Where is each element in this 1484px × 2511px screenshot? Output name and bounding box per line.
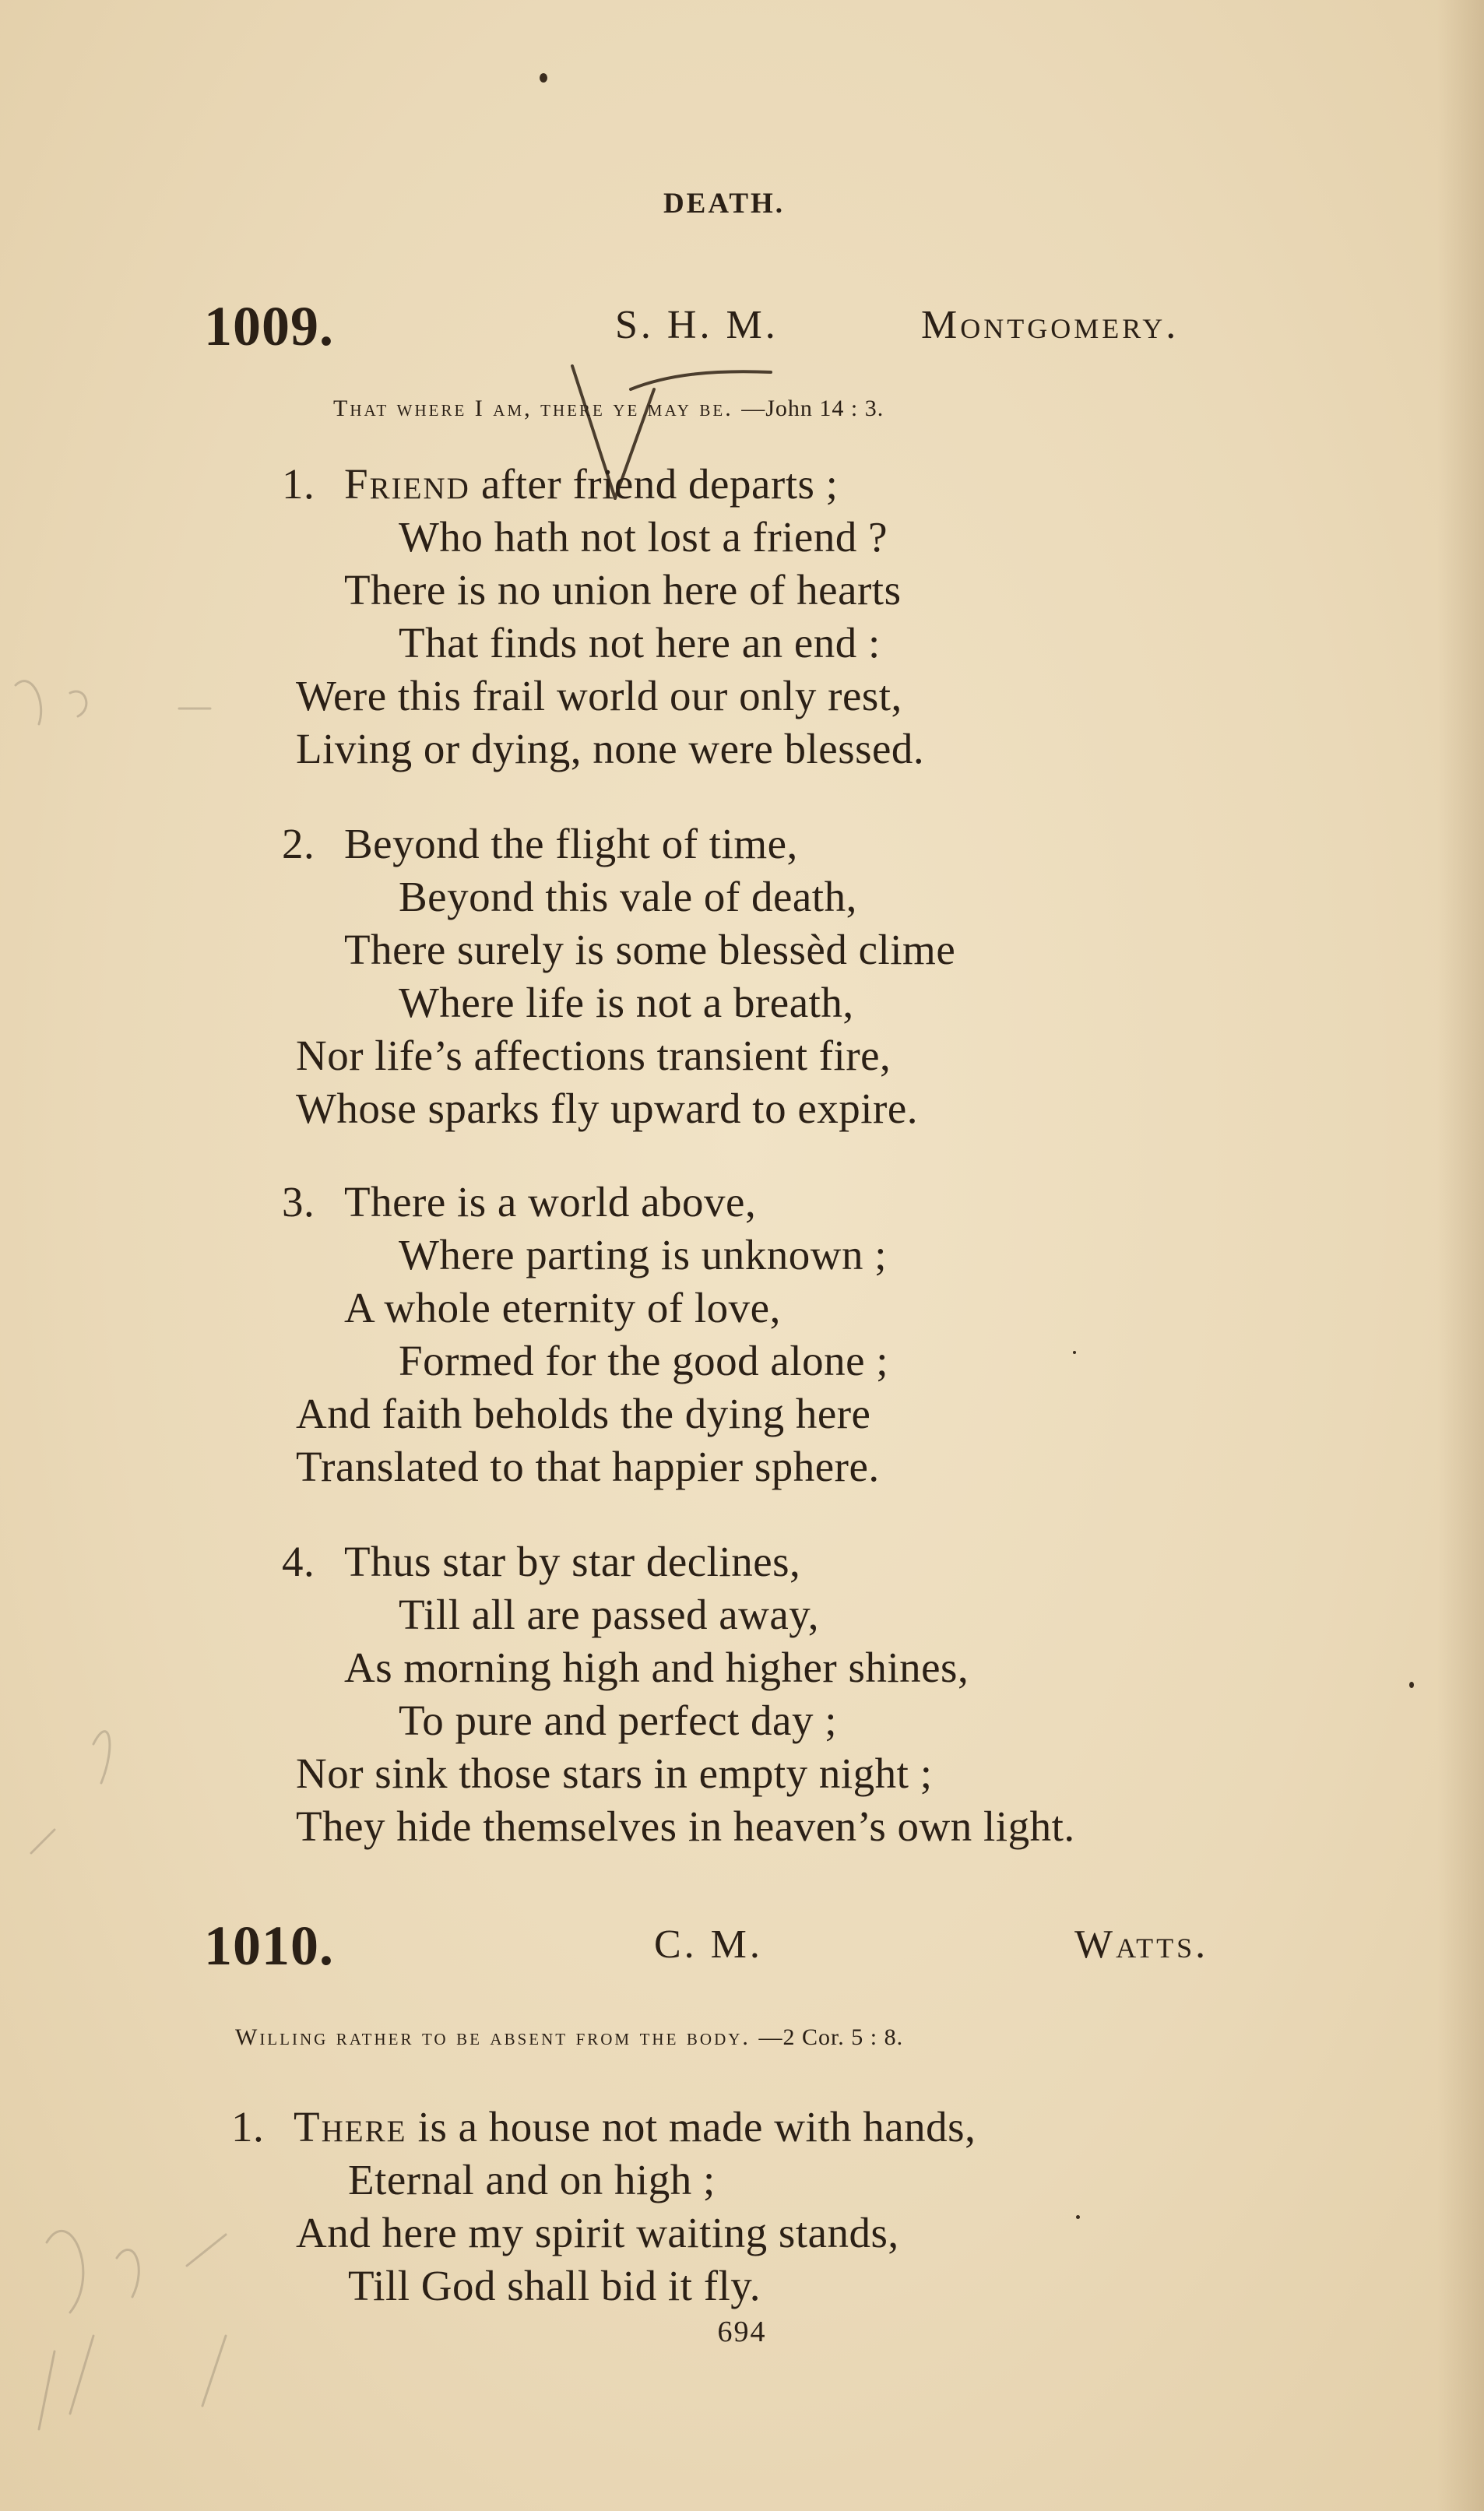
verse-line: Whose sparks fly upward to expire. (296, 1085, 919, 1132)
ink-speck (540, 73, 547, 83)
hymn-meter: C. M. (654, 1922, 763, 1967)
verse-line (282, 459, 838, 508)
running-head: DEATH. (663, 188, 786, 220)
verse-first-word: There (294, 2103, 407, 2151)
page-number: 694 (717, 2316, 767, 2348)
verse-line: Translated to that happier sphere. (296, 1443, 880, 1490)
verse-line: Living or dying, none were blessed. (296, 725, 925, 772)
verse-line: That finds not here an end : (399, 619, 881, 666)
verse-line: Beyond this vale of death, (399, 873, 857, 920)
verse-line: Till God shall bid it fly. (348, 2262, 761, 2309)
hymn-meter: S. H. M. (615, 303, 779, 347)
epigraph-reference: —2 Cor. 5 : 8. (758, 2024, 904, 2050)
verse-line (282, 1537, 800, 1586)
ink-speck (1076, 2215, 1080, 2219)
epigraph-reference: —John 14 : 3. (741, 396, 884, 421)
verse-line: And faith beholds the dying here (296, 1390, 871, 1437)
verse-line: There surely is some blessèd clime (344, 926, 956, 973)
hymn-epigraph (333, 396, 884, 422)
verse-line: Eternal and on high ; (348, 2156, 716, 2203)
verse-line: There is no union here of hearts (344, 566, 902, 614)
verse-line (231, 2102, 976, 2151)
verse-first-word: Friend (344, 460, 470, 508)
stanza-number: 1. (282, 460, 315, 508)
verse-line (282, 819, 798, 868)
epigraph-text: Willing rather to be absent from the body. (235, 2024, 751, 2050)
hymn-number: 1010. (204, 1915, 334, 1977)
pencil-marginalia-graphic (0, 638, 249, 2507)
hymn-1009-header (0, 294, 1484, 357)
stanza-number: 1. (231, 2103, 265, 2151)
verse-text: after friend departs ; (469, 460, 839, 508)
verse-text: Beyond the flight of time, (344, 820, 798, 867)
verse-line: And here my spirit waiting stands, (296, 2209, 899, 2256)
verse-text: Thus star by star declines, (344, 1538, 801, 1585)
hymn-1010-header (0, 1914, 1484, 1976)
verse-text: There is a world above, (344, 1178, 757, 1226)
verse-line: As morning high and higher shines, (344, 1644, 969, 1691)
hymn-epigraph (235, 2024, 903, 2051)
page-gutter-shadow (1437, 0, 1484, 2511)
ink-speck (1409, 1682, 1414, 1688)
stanza-number: 4. (282, 1538, 315, 1585)
hymn-author: Watts. (1074, 1922, 1209, 1967)
verse-line: Till all are passed away, (399, 1591, 819, 1638)
verse-line: A whole eternity of love, (344, 1284, 781, 1331)
verse-line: Who hath not lost a friend ? (399, 513, 888, 561)
verse-line (282, 1177, 756, 1226)
verse-line: Were this frail world our only rest, (296, 672, 902, 719)
epigraph-text: That where I am, there ye may be. (333, 396, 733, 421)
verse-line: Where life is not a breath, (399, 979, 854, 1026)
hymn-number: 1009. (204, 295, 334, 357)
verse-line: They hide themselves in heaven’s own light. (296, 1802, 1075, 1850)
verse-line: Where parting is unknown ; (399, 1231, 888, 1278)
verse-line: Nor life’s affections transient fire, (296, 1032, 891, 1079)
verse-text: is a house not made with hands, (406, 2103, 976, 2151)
verse-line: To pure and perfect day ; (399, 1697, 837, 1744)
stanza-number: 3. (282, 1178, 315, 1226)
stanza-number: 2. (282, 820, 315, 867)
verse-line: Nor sink those stars in empty night ; (296, 1750, 933, 1797)
verse-line: Formed for the good alone ; (399, 1337, 889, 1384)
hymn-author: Montgomery. (921, 303, 1180, 347)
ink-speck (1073, 1351, 1076, 1354)
